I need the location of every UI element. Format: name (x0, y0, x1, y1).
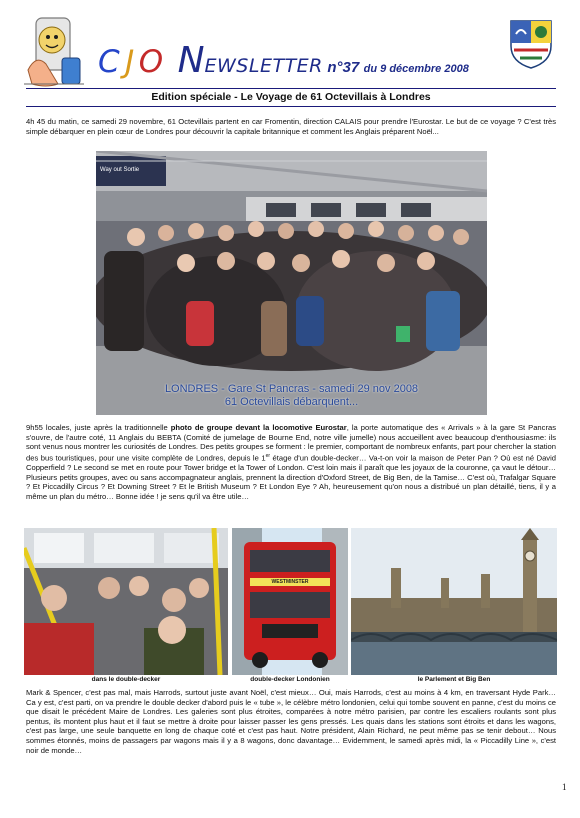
arrival-paragraph-part2: , la porte automatique des « Arrivals » à la gare St Pancras s'ouvre, de l'autre coté, 11 Anglais du BEBTA (Comité de jumelage de Bourne End, notre ville jumelle) nous accueillent avec beaucoup d'enthousiasme: ils sont venus nous montrer les curiosités de Londres. Des petits groupes se forment : le premier, comportant de nombreux enfants, part pour chercher la station des bus touristiques, pour une visite complète de Londres, depuis le 1 (26, 423, 556, 463)
red-double-decker-photo (232, 528, 348, 675)
masthead-word: EWSLETTER (204, 55, 323, 77)
parliament-big-ben-photo (351, 528, 557, 675)
town-crest-logo (508, 18, 554, 70)
title-rule-bottom (26, 106, 556, 107)
bus-destination-sign: WESTMINSTER (271, 579, 309, 585)
caption-bus-interior: dans le double-decker (91, 676, 161, 683)
edition-subtitle: Edition spéciale - Le Voyage de 61 Octevillais à Londres (151, 91, 431, 103)
arrival-paragraph-part1: 9h55 locales, juste après la traditionnelle (26, 423, 171, 432)
way-out-sign: Way out Sortie (98, 165, 164, 181)
arrival-paragraph (26, 423, 556, 501)
title-rule-top (26, 88, 556, 89)
club-logo (22, 14, 86, 92)
masthead-letter-o: O (138, 44, 164, 80)
masthead-initial-n: N (177, 40, 205, 81)
ordinal-superscript: er (265, 452, 271, 459)
masthead-letter-c: C (98, 44, 121, 80)
page-number: 1 (562, 782, 567, 792)
arrival-paragraph-bold: photo de groupe devant la locomotive Eurostar (170, 423, 347, 432)
issue-number: n°37 (327, 59, 360, 76)
photo-caption-line1: LONDRES - Gare St Pancras - samedi 29 nov 2008 (164, 383, 419, 395)
newsletter-masthead (98, 40, 508, 80)
photo-caption-line2: 61 Octevillais débarquent... (224, 396, 359, 408)
group-photo-st-pancras (96, 151, 487, 415)
intro-paragraph: 4h 45 du matin, ce samedi 29 novembre, 61 Octevillais partent en car Fromentin, direction CALAIS pour prendre l'Eurostar. Le but de ce voyage ? C'est très simple débarquer en plein cœur de Londres pour découvrir la capitale britannique et comment les Anglais préparent Noël... (26, 117, 556, 136)
masthead-letter-j: J (125, 44, 135, 80)
closing-paragraph: Mark & Spencer, c'est pas mal, mais Harrods, surtout juste avant Noël, c'est mieux… Oui, mais Harrods, c'est au moins à 4 km, en traversant Hyde Park… Ca y est, c'est parti, on va prendre le double decker d'abord puis le « tube », le célèbre métro londonien, celui qui tombe souvent en panne, c'est du moins ce que disait le précédent Maire de Londres. Les galeries sont plus étroites, comparées à notre métro parisien, par contre les escaliers roulants sont plus pentus, ils montent plus haut et il faut se mettre à droite pour laisser passer les gens pressés. Les quais dans les stations sont étroits et dans les wagons, c'est pas large, une seule banquette en long de chaque coté et c'est pas haut. Notre président, Alain Richard, ne peut même pas se tenir debout… Nous sommes étonnés, moins de passagers par wagons mais il y a 8 wagons, donc davantage… Evidemment, le samedi après midi, la « Piccadilly Line », c'est noir de monde… (26, 688, 556, 755)
issue-date: du 9 décembre 2008 (363, 63, 469, 75)
bus-interior-photo (24, 528, 228, 675)
caption-parliament: le Parlement et Big Ben (417, 676, 491, 683)
caption-red-bus: double-decker Londonien (250, 676, 330, 683)
arrival-paragraph-part3: étage d'un double-decker… Va-t-on voir la maison de Peter Pan ? Où est né David Copperfield ? Le second se met en route pour Tower bridge et la Tower of London. C'est loin mais il paraît que les joyaux de la couronne, ça vaut le détour… Plusieurs petits groupes, avec ou sans accompagnateur anglais, prennent la direction d'Oxford Street, de Big Ben, de la Tamise… C'est où, Trafalgar Square ? Et Piccadilly Circus ? Et Downing Street ? Et le British Museum ? Et London Eye ? Ah, heureusement qu'on nous a distribué un plan détaillé, tiens, il y a même un plan du métro… Bonne idée ! je sens qu'il va être utile… (26, 453, 556, 501)
